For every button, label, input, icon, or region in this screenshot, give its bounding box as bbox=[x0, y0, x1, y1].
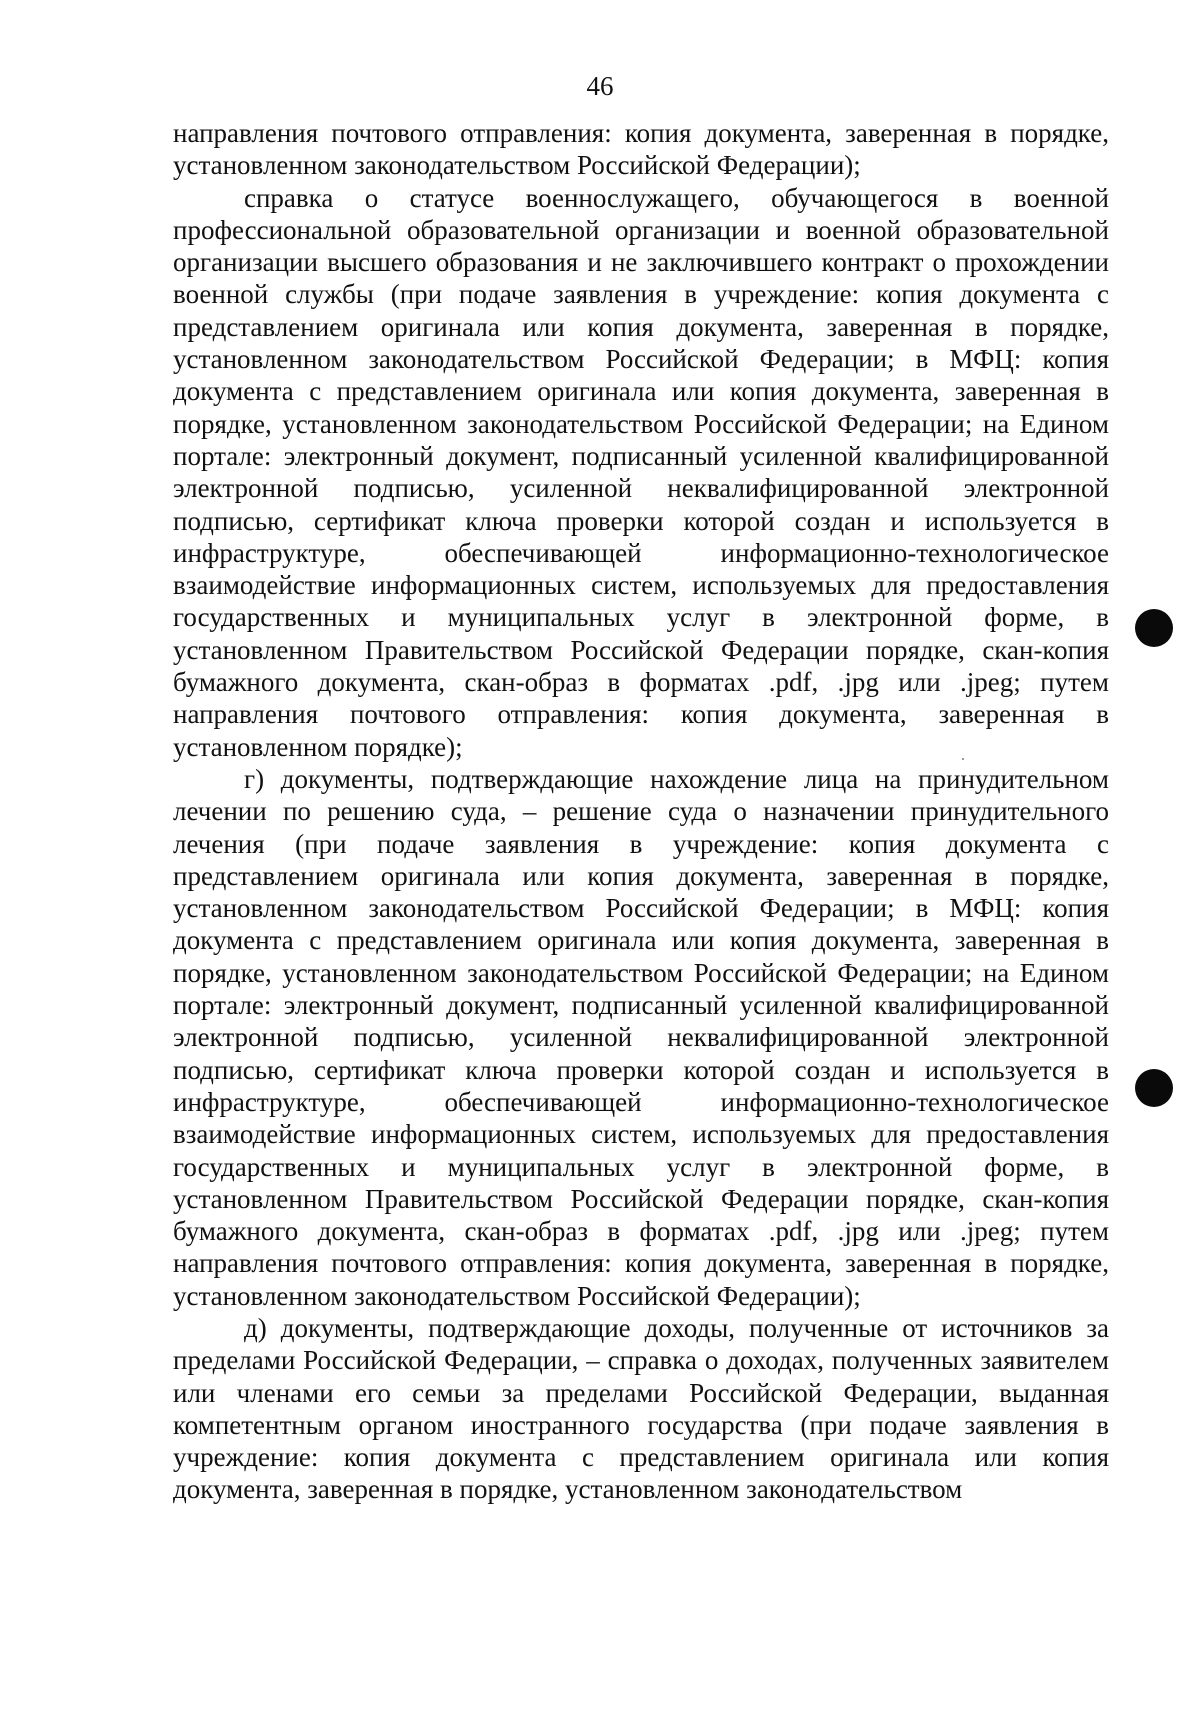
scan-speck bbox=[962, 758, 964, 760]
paragraph-continuation: направления почтового отправления: копия документа, заверенная в порядке, установленном законодательством Российской Федерации); bbox=[173, 118, 1109, 181]
document-body bbox=[173, 117, 1109, 1506]
punch-hole-mark-bottom bbox=[1135, 1069, 1173, 1107]
paragraph-item-g-compulsory-treatment: г) документы, подтверждающие нахождение лица на принудительном лечении по решению суда, – решение суда о назначении принудительного лечения (при подаче заявления в учреждение: копия документа с представлением оригинала или копия документа, заверенная в порядке, установленном законодательством Российской Федерации; в МФЦ: копия документа с представлением оригинала или копия документа, заверенная в порядке, установленном законодательством Российской Федерации; на Едином портале: электронный документ, подписанный усиленной квалифицированной электронной подписью, усиленной неквалифицированной электронной подписью, сертификат ключа проверки которой создан и используется в инфраструктуре, обеспечивающей информационно-технологическое взаимодействие информационных систем, используемых для предоставления государственных и муниципальных услуг в электронной форме, в установленном Правительством Российской Федерации порядке, скан-копия бумажного документа, скан-образ в форматах .pdf, .jpg или .jpeg; путем направления почтового отправления: копия документа, заверенная в порядке, установленном законодательством Российской Федерации); bbox=[173, 763, 1109, 1311]
punch-hole-mark-top bbox=[1135, 609, 1173, 647]
paragraph-item-d-foreign-income: д) документы, подтверждающие доходы, полученные от источников за пределами Российской Федерации, – справка о доходах, полученных заявителем или членами его семьи за пределами Российской Федерации, выданная компетентным органом иностранного государства (при подаче заявления в учреждение: копия документа с представлением оригинала или копия документа, заверенная в порядке, установленном законодательством bbox=[173, 1312, 1109, 1505]
paragraph-military-status-certificate: справка о статусе военнослужащего, обучающегося в военной профессиональной образовательной организации и военной образовательной организации высшего образования и не заключившего контракт о прохождении военной службы (при подаче заявления в учреждение: копия документа с представлением оригинала или копия документа, заверенная в порядке, установленном законодательством Российской Федерации; в МФЦ: копия документа с представлением оригинала или копия документа, заверенная в порядке, установленном законодательством Российской Федерации; на Едином портале: электронный документ, подписанный усиленной квалифицированной электронной подписью, усиленной неквалифицированной электронной подписью, сертификат ключа проверки которой создан и используется в инфраструктуре, обеспечивающей информационно-технологическое взаимодействие информационных систем, используемых для предоставления государственных и муниципальных услуг в электронной форме, в установленном Правительством Российской Федерации порядке, скан-копия бумажного документа, скан-образ в форматах .pdf, .jpg или .jpeg; путем направления почтового отправления: копия документа, заверенная в установленном порядке); bbox=[173, 182, 1109, 762]
page-number: 46 bbox=[586, 71, 614, 101]
